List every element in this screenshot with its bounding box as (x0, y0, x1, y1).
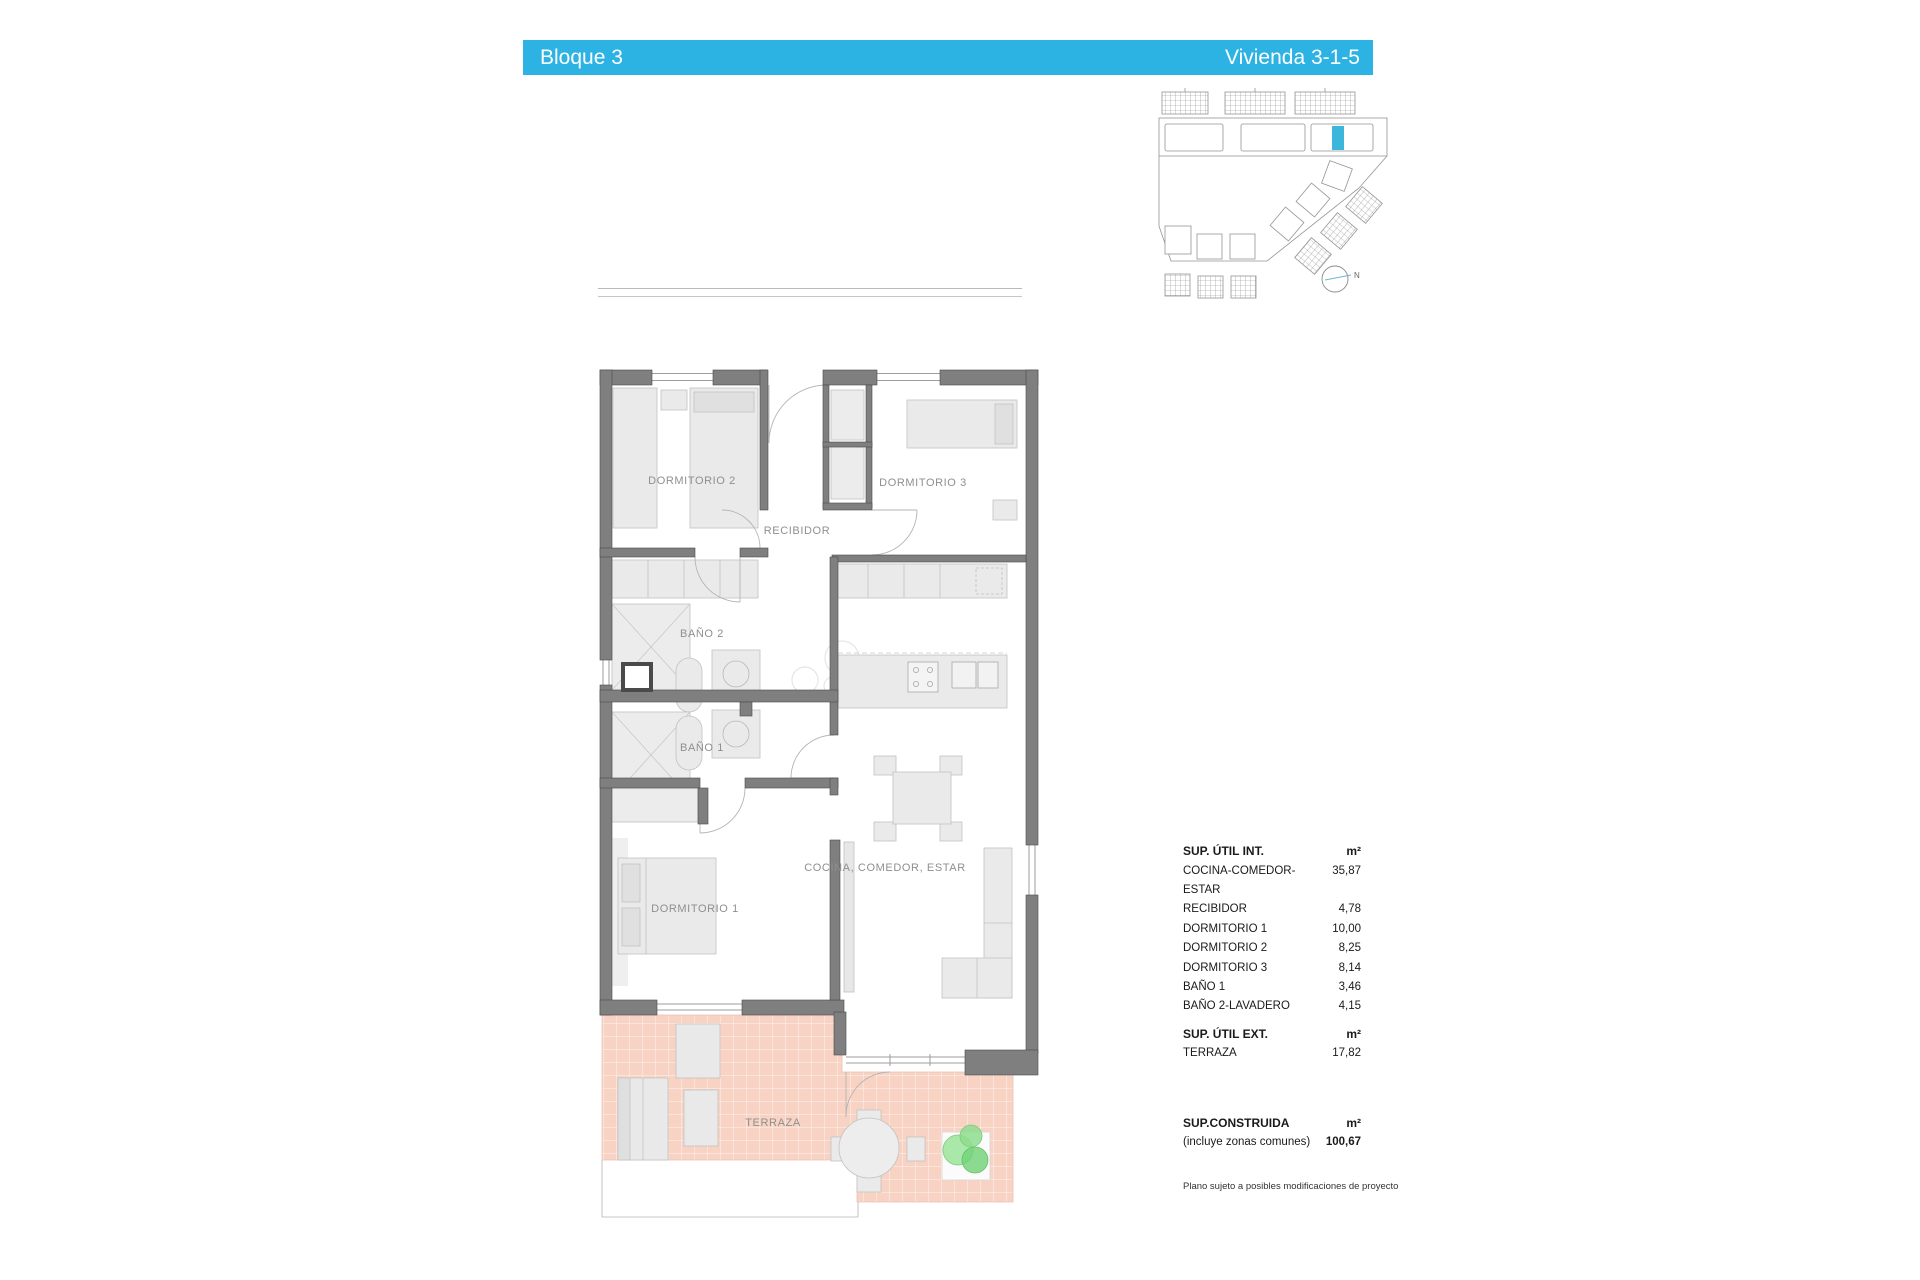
header-bar (523, 40, 1373, 75)
terrace-step-outline (602, 1160, 858, 1217)
parking-grid (1162, 92, 1208, 114)
parking-grid (1295, 92, 1355, 114)
plant (960, 1125, 982, 1147)
pillow (995, 404, 1013, 444)
area-row: COCINA-COMEDOR-ESTAR 35,87 (1183, 864, 1361, 896)
sink (676, 658, 702, 712)
kitchen-sink (978, 662, 998, 688)
parking-grid (1231, 276, 1256, 298)
floor-plan (590, 360, 1045, 1240)
closet (831, 447, 864, 499)
table-section-header (1183, 1025, 1361, 1045)
room-label-cocina: COCINA, COMEDOR, ESTAR (804, 862, 966, 874)
lounge-chair (676, 1024, 720, 1078)
area-row: BAÑO 2-LAVADERO 4,15 (1183, 1000, 1361, 1013)
round-table (839, 1118, 899, 1178)
dining-table (893, 772, 951, 824)
area-row: DORMITORIO 3 8,14 (1183, 961, 1361, 974)
parking-grid (1225, 92, 1285, 114)
chair (907, 1137, 925, 1161)
section-unit: m² (1346, 1026, 1361, 1041)
house (1165, 226, 1191, 254)
section-unit: m² (1346, 844, 1361, 858)
house (1296, 183, 1330, 217)
table-section-header (1183, 842, 1361, 862)
room-label-dormitorio-3: DORMITORIO 3 (879, 477, 967, 489)
area-row: DORMITORIO 1 10,00 (1183, 922, 1361, 935)
north-label: N (1354, 271, 1360, 280)
table-section-header (1183, 1114, 1361, 1134)
pillow (694, 392, 754, 412)
room-label-dormitorio-2: DORMITORIO 2 (648, 475, 736, 487)
garden-grid (1295, 238, 1332, 275)
highlighted-unit (1332, 126, 1344, 150)
section-title: SUP. ÚTIL INT. (1183, 844, 1264, 858)
closet (610, 788, 698, 822)
area-row: BAÑO 1 3,46 (1183, 980, 1361, 993)
house (1322, 161, 1353, 192)
wardrobe (613, 388, 657, 528)
building-1 (1165, 124, 1223, 151)
divider-line (598, 288, 1022, 289)
areas-table (1183, 842, 1399, 1192)
unit-title: Vivienda 3-1-5 (1224, 46, 1360, 69)
garden-grid (1321, 213, 1358, 250)
pillow (622, 864, 640, 902)
plant (962, 1147, 988, 1173)
outdoor-sofa-back (618, 1078, 630, 1160)
section-title: SUP.CONSTRUIDA (1183, 1115, 1290, 1130)
parking-grid (1165, 274, 1190, 296)
cabinet-row (612, 560, 758, 598)
nightstand (993, 500, 1017, 520)
chair (940, 822, 962, 841)
block-title: Bloque 3 (540, 46, 623, 69)
area-row: DORMITORIO 2 8,25 (1183, 942, 1361, 955)
nightstand (661, 390, 687, 410)
area-row: RECIBIDOR 4,78 (1183, 903, 1361, 916)
pillow (622, 908, 640, 946)
parking-grid (1198, 276, 1223, 298)
house (1197, 234, 1222, 259)
section-unit: m² (1346, 1115, 1361, 1130)
divider-line (598, 296, 1022, 297)
room-label-bano-2: BAÑO 2 (680, 628, 724, 640)
room-label-recibidor: RECIBIDOR (763, 525, 831, 537)
room-label-dormitorio-1: DORMITORIO 1 (651, 903, 739, 915)
garden-grid (1346, 187, 1383, 224)
kitchen-counter (832, 564, 1007, 598)
chair (874, 822, 896, 841)
lounge-chair (684, 1090, 718, 1146)
area-row: TERRAZA 17,82 (1183, 1047, 1361, 1060)
disclaimer-note: Plano sujeto a posibles modificaciones de proyecto (1183, 1180, 1399, 1192)
shaft-pillar (623, 664, 651, 690)
stove (908, 662, 938, 692)
section-title: SUP. ÚTIL EXT. (1183, 1026, 1268, 1041)
north-compass (1322, 266, 1360, 292)
closet (831, 390, 864, 440)
room-label-terraza: TERRAZA (745, 1117, 801, 1129)
room-label-bano-1: BAÑO 1 (680, 742, 724, 754)
building-2 (1241, 124, 1305, 151)
house (1230, 234, 1255, 259)
area-row: (incluye zonas comunes) 100,67 (1183, 1136, 1361, 1149)
site-plan-map (1145, 80, 1400, 305)
kitchen-sink (952, 662, 976, 688)
site-buildings (1159, 88, 1387, 298)
